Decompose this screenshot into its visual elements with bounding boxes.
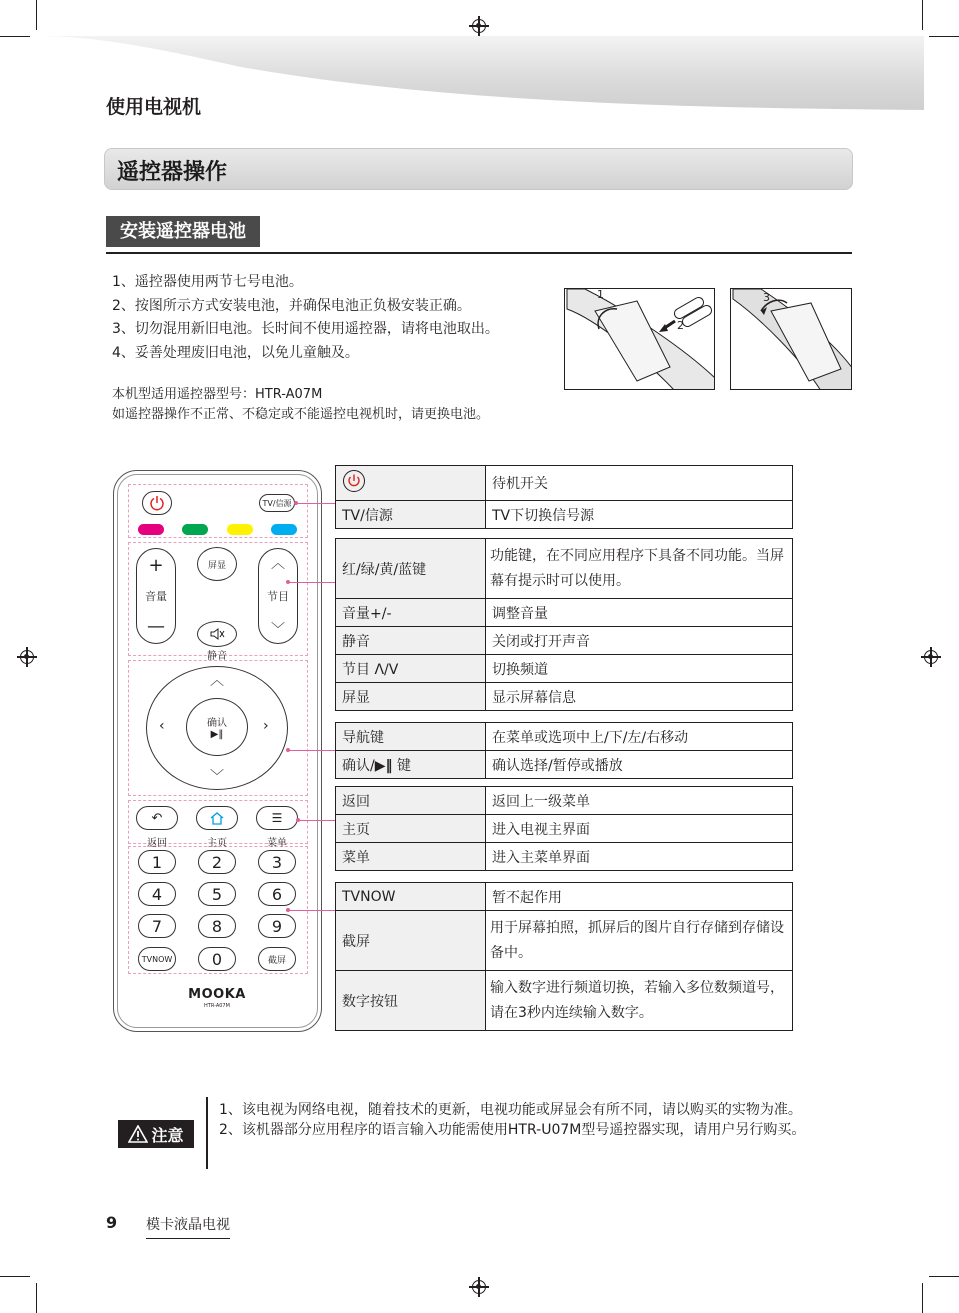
digit-label: 1 (151, 852, 163, 872)
registration-mark-icon (20, 650, 34, 664)
digit-label: 9 (271, 916, 283, 936)
digit-label: 3 (271, 852, 283, 872)
digit-button[interactable] (198, 914, 236, 938)
power-button[interactable] (142, 491, 172, 515)
notice-item: 1、该电视为网络电视，随着技术的更新，电视功能或屏显会有所不同，请以购买的实物为准。 (219, 1102, 802, 1118)
menu-button[interactable] (256, 806, 298, 830)
table-value: 待机开关 (486, 466, 793, 501)
table-key: 音量+/- (336, 599, 486, 627)
ok-button[interactable] (186, 698, 248, 756)
digit-button[interactable] (198, 882, 236, 906)
volume-label: 音量 (145, 590, 167, 603)
back-button[interactable] (136, 806, 178, 830)
section-title: 使用电视机 (106, 96, 202, 118)
remote-model-label: HTR-A07M (204, 1003, 230, 1009)
table-row (336, 723, 793, 751)
ok-label: 确认 (207, 718, 227, 729)
footer-brand: 模卡液晶电视 (146, 1214, 230, 1239)
notice-divider (206, 1097, 208, 1169)
table-row (336, 787, 793, 815)
dpad-up-icon[interactable]: ︿ (210, 673, 224, 689)
crop-mark (929, 1276, 959, 1277)
power-icon (149, 495, 165, 511)
table-key (336, 466, 486, 501)
remote-back-illustration (731, 289, 852, 390)
digit-button[interactable] (138, 914, 176, 938)
digit-button[interactable] (258, 882, 296, 906)
digit-button[interactable] (138, 882, 176, 906)
back-icon: ↶ (151, 810, 163, 826)
table-key-text: 确认/ (342, 757, 375, 774)
table-row (336, 815, 793, 843)
model-line: 本机型适用遥控器型号：HTR-A07M (112, 387, 323, 402)
warning-icon (128, 1125, 148, 1143)
channel-rocker[interactable] (258, 548, 298, 644)
step-item: 4、妥善处理废旧电池，以免儿童触及。 (112, 344, 359, 361)
table-row (336, 911, 793, 971)
table-value: 在菜单或选项中上/下/左/右移动 (486, 723, 793, 751)
table-value: 功能键，在不同应用程序下具备不同功能。当屏幕有提示时可以使用。 (486, 539, 793, 599)
crop-mark (922, 1283, 923, 1313)
table-row (336, 751, 793, 779)
table-key: TV/信源 (336, 501, 486, 529)
subheading: 安装遥控器电池 (106, 216, 260, 247)
crop-mark (36, 1283, 37, 1313)
back-label: 返回 (147, 838, 167, 849)
mute-button[interactable] (197, 621, 237, 647)
notice-badge (118, 1120, 194, 1148)
screenshot-button[interactable] (258, 947, 296, 971)
notice-label: 注意 (151, 1125, 184, 1145)
table-key: 菜单 (336, 843, 486, 871)
screenshot-label: 截屏 (267, 955, 286, 966)
table-value: 关闭或打开声音 (486, 627, 793, 655)
step-item: 3、切勿混用新旧电池。长时间不使用遥控器，请将电池取出。 (112, 321, 499, 337)
remote-brand-logo: MOOKA (188, 987, 246, 1002)
plus-icon: + (148, 555, 164, 576)
leader-line (288, 582, 336, 583)
table-value: 返回上一级菜单 (486, 787, 793, 815)
volume-rocker[interactable] (136, 548, 176, 644)
table-key: 屏显 (336, 683, 486, 711)
digit-label: 5 (211, 884, 223, 904)
leader-line (288, 750, 336, 751)
chevron-down-icon: ﹀ (271, 622, 285, 638)
chevron-up-icon: ︿ (271, 556, 285, 572)
table-power-source (335, 465, 793, 529)
table-value: 进入电视主界面 (486, 815, 793, 843)
crop-mark (929, 36, 959, 37)
table-value: 暂不起作用 (486, 883, 793, 911)
table-value: TV下切换信号源 (486, 501, 793, 529)
table-row (336, 599, 793, 627)
digit-label: 6 (271, 884, 283, 904)
screen-display-button[interactable] (197, 547, 237, 581)
notice-item: 2、该机器部分应用程序的语言输入功能需使用HTR-U07M型号遥控器实现，请用户另行购买。 (219, 1122, 806, 1138)
table-key: 返回 (336, 787, 486, 815)
dpad-left-icon[interactable]: ‹ (159, 718, 165, 734)
page-title: 遥控器操作 (117, 160, 228, 185)
table-key: 节目 Λ/V (336, 655, 486, 683)
table-row (336, 655, 793, 683)
registration-mark-icon (924, 650, 938, 664)
page-title-banner (104, 148, 853, 190)
table-value: 输入数字进行频道切换，若输入多位数频道号，请在3秒内连续输入数字。 (486, 971, 793, 1031)
tv-source-label: TV/信源 (262, 498, 292, 508)
figure-step-label: 3 (763, 291, 770, 304)
model-note (112, 385, 489, 425)
table-value: 显示屏幕信息 (486, 683, 793, 711)
table-row (336, 971, 793, 1031)
menu-icon: ☰ (271, 811, 283, 825)
table-back-home-menu (335, 786, 793, 871)
battery-steps (112, 271, 499, 365)
battery-figure-close (730, 288, 852, 390)
dpad-right-icon[interactable]: › (263, 718, 269, 734)
tv-source-button[interactable] (259, 494, 295, 512)
table-row (336, 501, 793, 529)
digit-label: 0 (211, 949, 223, 969)
step-item: 2、按图所示方式安装电池，并确保电池正负极安装正确。 (112, 297, 471, 314)
power-icon (342, 469, 366, 493)
table-key: 导航键 (336, 723, 486, 751)
table-key (336, 751, 486, 779)
page-number: 9 (106, 1213, 118, 1232)
leader-line (288, 910, 336, 911)
digit-button[interactable] (198, 947, 236, 971)
table-row (336, 627, 793, 655)
table-row (336, 883, 793, 911)
digit-label: 4 (151, 884, 163, 904)
leader-dot (294, 501, 298, 505)
battery-figure-open (564, 288, 715, 390)
notice-text (219, 1100, 834, 1140)
leader-line (296, 503, 336, 504)
table-key: 静音 (336, 627, 486, 655)
mute-label: 静音 (207, 651, 227, 662)
minus-icon: — (147, 616, 165, 637)
figure-step-label: 2 (677, 319, 684, 332)
home-icon (209, 811, 225, 825)
table-key: 红/绿/黄/蓝键 (336, 539, 486, 599)
leader-dot (296, 818, 300, 822)
figure-step-label: 1 (597, 288, 604, 301)
registration-mark-icon (472, 19, 486, 33)
crop-mark (922, 0, 923, 30)
table-key-suffix: 键 (396, 757, 411, 774)
table-value: 调整音量 (486, 599, 793, 627)
table-value: 用于屏幕拍照，抓屏后的图片自行存储到存储设备中。 (486, 911, 793, 971)
crop-mark (36, 0, 37, 30)
leader-dot (286, 908, 290, 912)
dpad-down-icon[interactable]: ﹀ (210, 769, 224, 785)
digit-button[interactable] (198, 850, 236, 874)
table-keys-volume (335, 538, 793, 711)
green-key[interactable] (182, 524, 208, 535)
red-key[interactable] (138, 524, 164, 535)
table-value: 切换频道 (486, 655, 793, 683)
table-digits (335, 882, 793, 1031)
step-item: 1、遥控器使用两节七号电池。 (112, 274, 303, 290)
play-pause-icon: ▶‖ (210, 729, 224, 740)
crop-mark (0, 36, 30, 37)
digit-button[interactable] (138, 850, 176, 874)
table-value: 进入主菜单界面 (486, 843, 793, 871)
play-pause-icon: ▶‖ (374, 757, 393, 774)
blue-key[interactable] (271, 524, 297, 535)
channel-label: 节目 (267, 590, 289, 603)
divider (106, 252, 852, 254)
leader-line (298, 820, 336, 821)
leader-dot (286, 580, 290, 584)
crop-mark (0, 1276, 30, 1277)
home-label: 主页 (207, 838, 227, 849)
digit-label: 2 (211, 852, 223, 872)
table-key: TVNOW (336, 883, 486, 911)
table-row (336, 683, 793, 711)
table-row (336, 843, 793, 871)
table-navigation (335, 722, 793, 779)
table-key: 截屏 (336, 911, 486, 971)
digit-label: 7 (151, 916, 163, 936)
tvnow-button[interactable] (138, 947, 176, 971)
table-value: 确认选择/暂停或播放 (486, 751, 793, 779)
mute-icon (209, 627, 225, 641)
model-line: 如遥控器操作不正常、不稳定或不能遥控电视机时，请更换电池。 (112, 407, 490, 422)
digit-button[interactable] (258, 914, 296, 938)
home-button[interactable] (196, 806, 238, 830)
digit-label: 8 (211, 916, 223, 936)
tvnow-label: TVNOW (141, 954, 173, 964)
digit-button[interactable] (258, 850, 296, 874)
table-key: 主页 (336, 815, 486, 843)
menu-label: 菜单 (267, 838, 287, 849)
registration-mark-icon (472, 1280, 486, 1294)
leader-dot (286, 748, 290, 752)
yellow-key[interactable] (227, 524, 253, 535)
table-key: 数字按钮 (336, 971, 486, 1031)
screen-display-label: 屏显 (207, 560, 226, 571)
remote-back-illustration (565, 289, 715, 390)
table-row (336, 539, 793, 599)
table-row (336, 466, 793, 501)
